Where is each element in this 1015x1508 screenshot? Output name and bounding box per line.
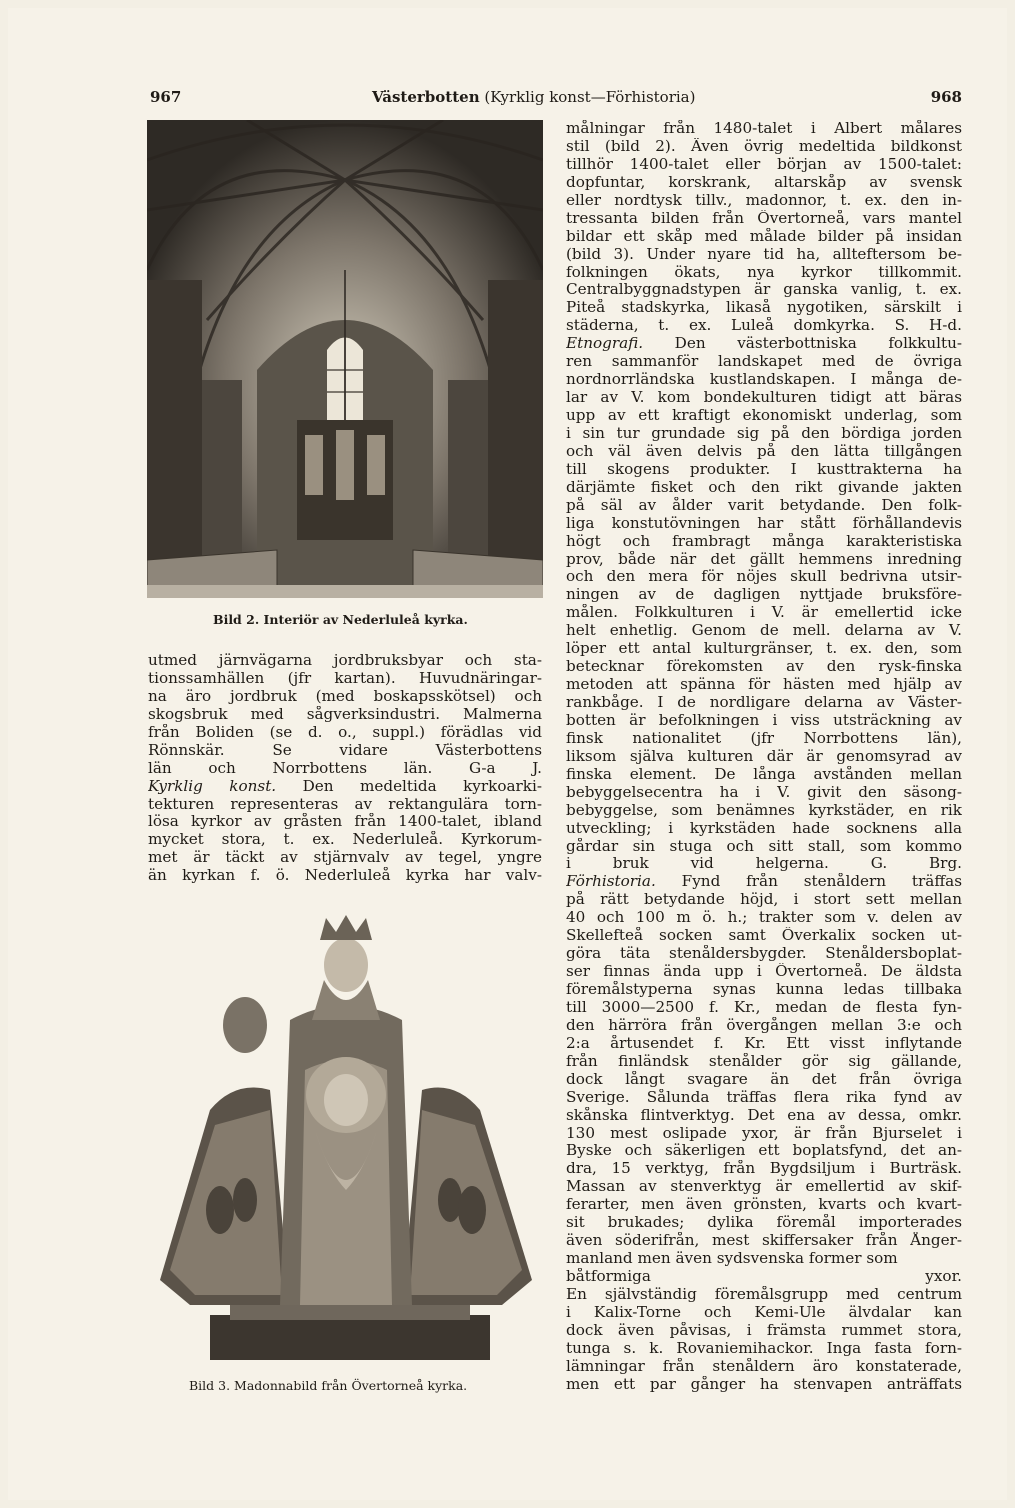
text-line: folkningen ökats, nya kyrkor tillkommit.: [566, 263, 962, 281]
text-line: mycket stora, t. ex. Nederluleå. Kyrkorum-: [148, 831, 542, 849]
text-line: därjämte fisket och den rikt givande jakten: [566, 478, 962, 496]
text-line: och den mera för nöjes skull bedrivna utsir-: [566, 568, 962, 586]
running-title-main: Västerbotten: [372, 88, 480, 106]
running-title: [372, 88, 695, 106]
text-line: bildar ett skåp med målade bilder på insidan: [566, 227, 962, 245]
text-line: (bild 3). Under nyare tid ha, allteftersom be-: [566, 245, 962, 263]
text-line: tressanta bilden från Övertorneå, vars mantel: [566, 209, 962, 227]
text-line: sit brukades; dylika föremål importerades: [566, 1214, 962, 1232]
text-line: lösa kyrkor av gråsten från 1400-talet, ibland: [148, 813, 542, 831]
text-line: na äro jordbruk (med boskapsskötsel) och: [148, 687, 542, 705]
text-line: Skellefteå socken samt Överkalix socken ut-: [566, 927, 962, 945]
figure-2-caption: Bild 2. Interiör av Nederluleå kyrka.: [213, 612, 468, 627]
text-line: metoden att spänna för hästen med hjälp av: [566, 676, 962, 694]
text-line: Sverige. Sålunda träffas flera rika fynd av: [566, 1088, 962, 1106]
section-heading: Kyrklig konst.: [148, 777, 277, 795]
text-line: dock även påvisas, i främsta rummet stora,: [566, 1321, 962, 1339]
left-text-column: [148, 652, 542, 885]
page-header: [150, 88, 962, 110]
text-line: målningar från 1480-talet i Albert målares: [566, 120, 962, 137]
text-line: föremålstyperna synas kunna ledas tillbaka: [566, 981, 962, 998]
text-line: gårdar sin stuga och sitt stall, som kommo: [566, 837, 962, 855]
madonna-sculpture-photo: [150, 910, 542, 1370]
text-line: göra täta stenåldersbygder. Stenåldersboplat-: [566, 945, 962, 963]
text-line: i sin tur grundade sig på den bördiga jorden: [566, 424, 962, 442]
text-line: tunga s. k. Rovaniemihackor. Inga fasta forn-: [566, 1339, 962, 1357]
text-line: bebyggelsecentra ha i V. givit den säsong-: [566, 783, 962, 801]
text-line: i bruk vid helgerna. G. Brg.: [566, 855, 962, 873]
text-line: dock långt svagare än det från övriga: [566, 1070, 962, 1088]
text-line: liga konstutövningen har stått förhållandevis: [566, 514, 962, 532]
text-line: tillhör 1400-talet eller början av 1500-talet:: [566, 155, 962, 173]
right-page-number: 968: [930, 88, 962, 106]
text-line: men ett par gånger ha stenvapen anträffats: [566, 1375, 962, 1393]
section-heading: Etnografi.: [566, 335, 644, 353]
text-line: Centralbyggnadstypen är ganska vanlig, t. ex.: [566, 281, 962, 299]
text-line: Byske och säkerligen ett boplatsfynd, det an-: [566, 1142, 962, 1160]
text-line: högt och frambragt många karakteristiska: [566, 532, 962, 550]
text-line: finska element. De långa avstånden mellan: [566, 765, 962, 783]
text-line: 2:a årtusendet f. Kr. Ett visst inflytande: [566, 1034, 962, 1052]
text-line: ren sammanför landskapet med de övriga: [566, 353, 962, 371]
text-line: Kyrklig konst. Den medeltida kyrkoarki-: [148, 777, 542, 795]
text-line: dopfuntar, korskrank, altarskåp av svensk: [566, 173, 962, 191]
text-line: En självständig föremålsgrupp med centrum: [566, 1285, 962, 1303]
text-line: ser finnas ända upp i Övertorneå. De äldsta: [566, 963, 962, 981]
text-line: helt enhetlig. Genom de mell. delarna av V.: [566, 622, 962, 640]
text-line: löper ett antal kulturgränser, t. ex. den, som: [566, 640, 962, 658]
text-line: Piteå stadskyrka, likaså nygotiken, särskilt i: [566, 299, 962, 317]
text-line: eller nordtysk tillv., madonnor, t. ex. den in-: [566, 191, 962, 209]
text-line: lämningar från stenåldern äro konstaterade,: [566, 1357, 962, 1375]
text-line: betecknar förekomsten av den rysk-finska: [566, 658, 962, 676]
text-line: till 3000—2500 f. Kr., medan de flesta fyn-: [566, 998, 962, 1016]
figure-3-caption: Bild 3. Madonnabild från Övertorneå kyrka.: [189, 1378, 468, 1393]
church-interior-photo: [147, 120, 543, 598]
text-line: från finländsk stenålder gör sig gällande,: [566, 1052, 962, 1070]
text-line: 40 och 100 m ö. h.; trakter som v. delen av: [566, 909, 962, 927]
text-line: tionssamhällen (jfr kartan). Huvudnäringar-: [148, 669, 542, 687]
text-line: dra, 15 verktyg, från Bygdsiljum i Burträsk.: [566, 1160, 962, 1178]
text-line: prov, både när det gällt hemmens inredning: [566, 550, 962, 568]
text-line: städerna, t. ex. Luleå domkyrka. S. H-d.: [566, 317, 962, 335]
text-line: skånska flintverktyg. Det ena av dessa, omkr.: [566, 1106, 962, 1124]
right-text-column: [566, 120, 962, 1394]
text-line: upp av ett kraftigt ekonomiskt underlag, som: [566, 407, 962, 424]
text-line: bebyggelse, som benämnes kyrkstäder, en rik: [566, 801, 962, 819]
text-line: båtformiga yxor.: [566, 1268, 962, 1285]
text-line: målen. Folkkulturen i V. är emellertid icke: [566, 604, 962, 622]
text-line: län och Norrbottens län. G-a J.: [148, 759, 542, 777]
text-line: rankbåge. I de nordligare delarna av Väster-: [566, 694, 962, 711]
text-line: Etnografi. Den västerbottniska folkkultu-: [566, 335, 962, 353]
text-line: lar av V. kom bondekulturen tidigt att bäras: [566, 389, 962, 407]
text-line: utmed järnvägarna jordbruksbyar och sta-: [148, 652, 542, 669]
text-line: utveckling; i kyrkstäden hade socknens alla: [566, 819, 962, 837]
text-line: nordnorrländska kustlandskapen. I många de-: [566, 371, 962, 389]
text-line: finsk nationalitet (jfr Norrbottens län),: [566, 729, 962, 747]
text-line: skogsbruk med sågverksindustri. Malmerna: [148, 705, 542, 723]
text-line: den härröra från övergången mellan 3:e och: [566, 1016, 962, 1034]
text-line: från Boliden (se d. o., suppl.) förädlas vid: [148, 723, 542, 741]
text-line: Förhistoria. Fynd från stenåldern träffas: [566, 873, 962, 891]
text-line: tekturen representeras av rektangulära torn-: [148, 795, 542, 813]
text-line: till skogens produkter. I kusttrakterna ha: [566, 460, 962, 478]
text-line: och väl även delvis på den lätta tillgången: [566, 442, 962, 460]
text-line: på säl av ålder varit betydande. Den folk-: [566, 496, 962, 514]
text-line: Massan av stenverktyg är emellertid av skif-: [566, 1178, 962, 1196]
left-page-number: 967: [150, 88, 182, 106]
text-line: stil (bild 2). Även övrig medeltida bildkonst: [566, 137, 962, 155]
text-line: även söderifrån, mest skiffersaker från Ånger-: [566, 1232, 962, 1250]
running-title-sub: (Kyrklig konst—Förhistoria): [484, 88, 696, 106]
text-line: botten är befolkningen i viss utsträckning av: [566, 711, 962, 729]
text-line: manland men även sydsvenska former som: [566, 1250, 898, 1268]
text-line: ferarter, men även grönsten, kvarts och kvart-: [566, 1196, 962, 1214]
text-line: liksom själva kulturen där är genomsyrad av: [566, 747, 962, 765]
text-line: Rönnskär. Se vidare Västerbottens: [148, 741, 542, 759]
text-line: i Kalix-Torne och Kemi-Ule älvdalar kan: [566, 1303, 962, 1321]
section-heading: Förhistoria.: [566, 873, 656, 891]
text-line: än kyrkan f. ö. Nederluleå kyrka har valv-: [148, 867, 542, 885]
text-line: på rätt betydande höjd, i stort sett mellan: [566, 891, 962, 909]
text-line: met är täckt av stjärnvalv av tegel, yngre: [148, 849, 542, 867]
text-line: 130 mest oslipade yxor, är från Bjurselet i: [566, 1124, 962, 1142]
text-line: ningen av de dagligen nyttjade bruksföre-: [566, 586, 962, 604]
